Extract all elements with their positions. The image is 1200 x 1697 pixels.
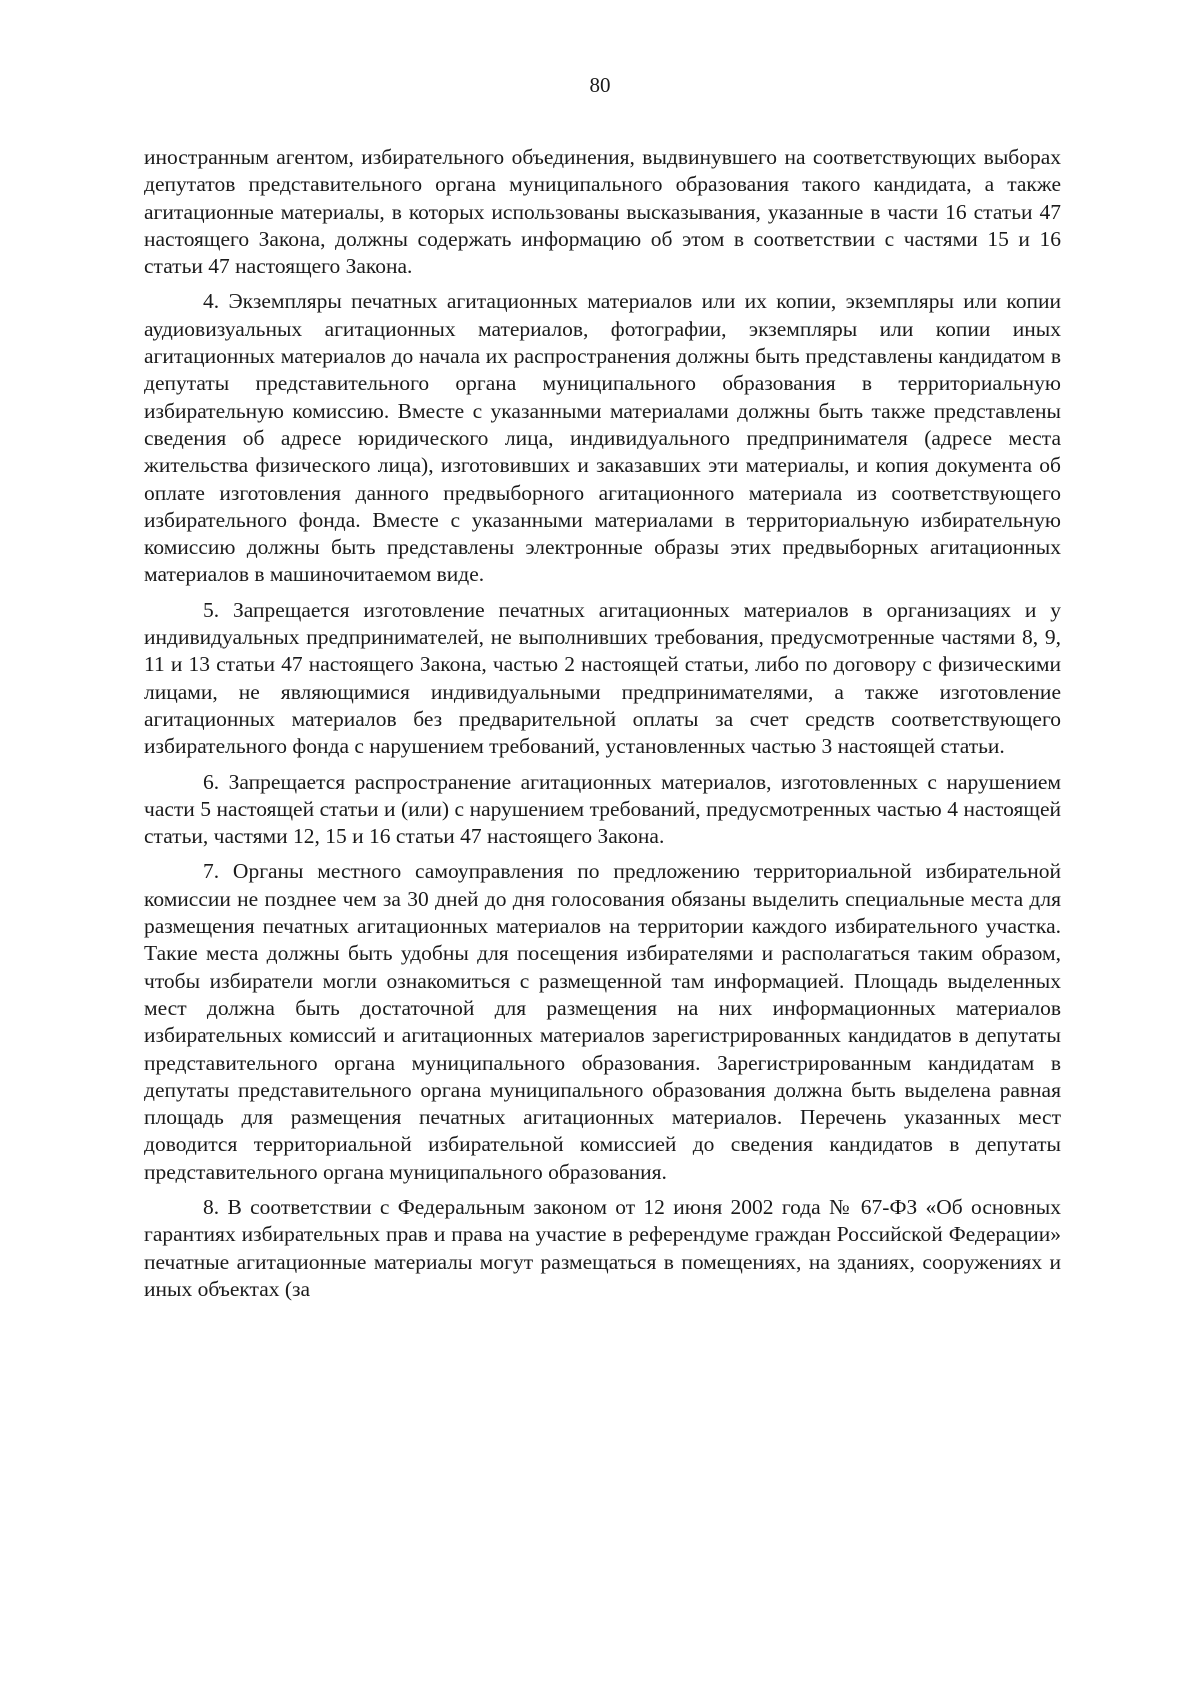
paragraph-item-4: 4. Экземпляры печатных агитационных материалов или их копии, экземпляры или копии аудиовизуальных агитационных материалов, фотографии, экземпляры или копии иных агитационных материалов до начала их распространения должны быть представлены кандидатом в депутаты представительного органа муниципального образования в территориальную избирательную комиссию. Вместе с указанными материалами должны быть также представлены сведения об адресе юридического лица, индивидуального предпринимателя (адресе места жительства физического лица), изготовивших и заказавших эти материалы, и копия документа об оплате изготовления данного предвыборного агитационного материала из соответствующего избирательного фонда. Вместе с указанными материалами в территориальную избирательную комиссию должны быть представлены электронные образы этих предвыборных агитационных материалов в машиночитаемом виде. [144,289,1061,587]
paragraph-item-7: 7. Органы местного самоуправления по предложению территориальной избирательной комиссии не позднее чем за 30 дней до дня голосования обязаны выделить специальные места для размещения печатных агитационных материалов на территории каждого избирательного участка. Такие места должны быть удобны для посещения избирателями и располагаться таким образом, чтобы избиратели могли ознакомиться с размещенной там информацией. Площадь выделенных мест должна быть достаточной для размещения на них информационных материалов избирательных комиссий и агитационных материалов зарегистрированных кандидатов в депутаты представительного органа муниципального образования. Зарегистрированным кандидатам в депутаты представительного органа муниципального образования должна быть выделена равная площадь для размещения печатных агитационных материалов. Перечень указанных мест доводится территориальной избирательной комиссией до сведения кандидатов в депутаты представительного органа муниципального образования. [144,859,1061,1184]
paragraph-item-8: 8. В соответствии с Федеральным законом от 12 июня 2002 года № 67-ФЗ «Об основных гарантиях избирательных прав и права на участие в референдуме граждан Российской Федерации» печатные агитационные материалы могут размещаться в помещениях, на зданиях, сооружениях и иных объектах (за [144,1194,1061,1301]
page-number: 80 [589,73,611,97]
paragraph-item-6: 6. Запрещается распространение агитационных материалов, изготовленных с нарушением части 5 настоящей статьи и (или) с нарушением требований, предусмотренных частью 4 настоящей статьи, частями 12, 15 и 16 статьи 47 настоящего Закона. [144,769,1061,849]
document-body [144,144,1061,1311]
paragraph-continuation: иностранным агентом, избирательного объединения, выдвинувшего на соответствующих выборах депутатов представительного органа муниципального образования такого кандидата, а также агитационные материалы, в которых использованы высказывания, указанные в части 16 статьи 47 настоящего Закона, должны содержать информацию об этом в соответствии с частями 15 и 16 статьи 47 настоящего Закона. [144,145,1061,279]
paragraph-item-5: 5. Запрещается изготовление печатных агитационных материалов в организациях и у индивидуальных предпринимателей, не выполнивших требования, предусмотренные частями 8, 9, 11 и 13 статьи 47 настоящего Закона, частью 2 настоящей статьи, либо по договору с физическими лицами, не являющимися индивидуальными предпринимателями, а также изготовление агитационных материалов без предварительной оплаты за счет средств соответствующего избирательного фонда с нарушением требований, установленных частью 3 настоящей статьи. [144,597,1061,759]
